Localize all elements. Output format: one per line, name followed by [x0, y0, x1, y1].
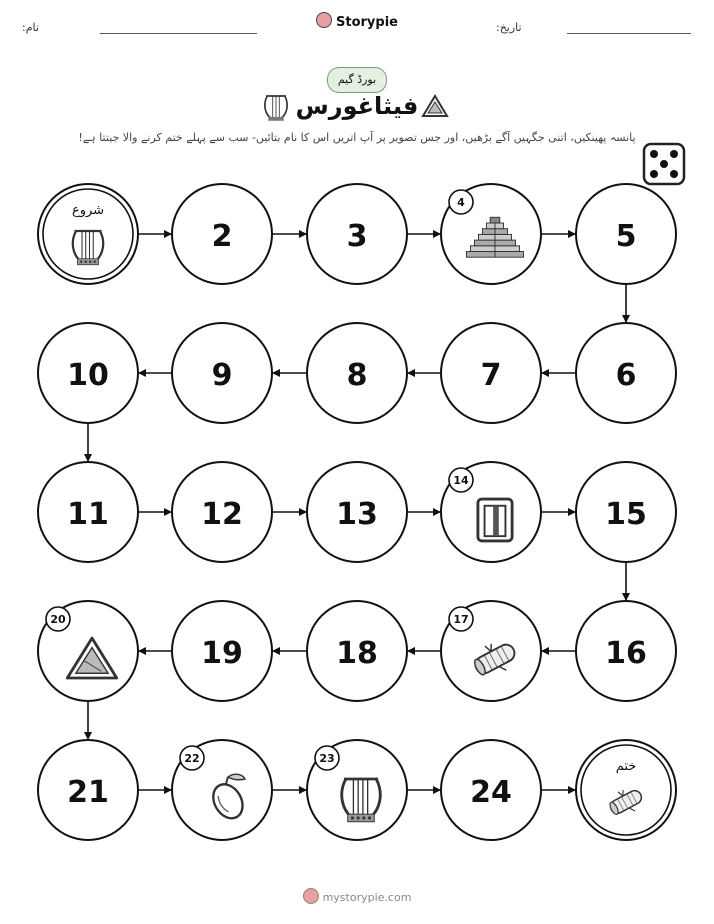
cell-number: 12	[201, 497, 243, 532]
board-cell-15[interactable]	[576, 462, 676, 562]
board-cell-10[interactable]	[38, 323, 138, 423]
board-cell-16[interactable]	[576, 601, 676, 701]
board-cell-18[interactable]	[307, 601, 407, 701]
cell-number: 10	[67, 358, 109, 393]
cell-number: 16	[605, 636, 647, 671]
start-label: شروع	[71, 203, 105, 218]
cell-number: 15	[605, 497, 647, 532]
board-cell-7[interactable]	[441, 323, 541, 423]
board-cell-25[interactable]	[576, 740, 676, 840]
doorway-icon	[478, 499, 512, 541]
cell-number: 5	[615, 219, 637, 254]
board-cell-11[interactable]	[38, 462, 138, 562]
cell-number: 6	[615, 358, 637, 393]
cell-circle	[576, 740, 676, 840]
board-cell-8[interactable]	[307, 323, 407, 423]
cell-circle	[38, 184, 138, 284]
cell-number: 19	[201, 636, 243, 671]
cell-number: 20	[50, 613, 66, 626]
board-cell-23[interactable]	[307, 740, 407, 840]
cell-number: 13	[336, 497, 378, 532]
end-label: ختم	[615, 759, 637, 774]
board-cell-1[interactable]	[38, 184, 138, 284]
board-cell-24[interactable]	[441, 740, 541, 840]
footer	[0, 888, 714, 904]
cell-number: 3	[346, 219, 368, 254]
cell-number: 14	[453, 474, 469, 487]
board-cell-6[interactable]	[576, 323, 676, 423]
board-cell-22[interactable]	[172, 740, 272, 840]
cell-number: 8	[346, 358, 368, 393]
cell-number: 11	[67, 497, 109, 532]
board-cell-20[interactable]	[38, 601, 138, 701]
board-cell-4[interactable]	[441, 184, 541, 284]
board-cell-3[interactable]	[307, 184, 407, 284]
cell-number: 2	[211, 219, 233, 254]
cell-number: 4	[457, 196, 465, 209]
board-cell-17[interactable]	[441, 601, 541, 701]
page-title: فیثاغورس	[295, 92, 419, 120]
brand-name: Storypie	[336, 15, 398, 30]
board-game-badge: بورڈ گیم	[327, 67, 387, 93]
cell-number: 24	[470, 775, 512, 810]
date-label: تاریخ:	[496, 21, 522, 34]
cell-number: 17	[453, 613, 469, 626]
cell-number: 18	[336, 636, 378, 671]
cell-number: 7	[480, 358, 502, 393]
instructions: پانسہ پھینکیں، اتنی جگہیں آگے بڑھیں، اور جس تصویر پر آپ اتریں اس کا نام بتائیں- سب سے پہلے ختم کرنے والا جیتتا ہے!	[78, 131, 636, 144]
board-cell-21[interactable]	[38, 740, 138, 840]
board-cell-9[interactable]	[172, 323, 272, 423]
board-cell-13[interactable]	[307, 462, 407, 562]
board-cell-5[interactable]	[576, 184, 676, 284]
storypie-mascot-icon	[303, 888, 319, 904]
name-label: نام:	[22, 21, 39, 34]
footer-site: mystorypie.com	[322, 891, 412, 904]
board-cell-19[interactable]	[172, 601, 272, 701]
cell-number: 21	[67, 775, 109, 810]
cell-number: 22	[184, 752, 200, 765]
board-cell-14[interactable]	[441, 462, 541, 562]
cell-number: 9	[211, 358, 233, 393]
board-cell-12[interactable]	[172, 462, 272, 562]
cell-number: 23	[319, 752, 335, 765]
board-cell-2[interactable]	[172, 184, 272, 284]
